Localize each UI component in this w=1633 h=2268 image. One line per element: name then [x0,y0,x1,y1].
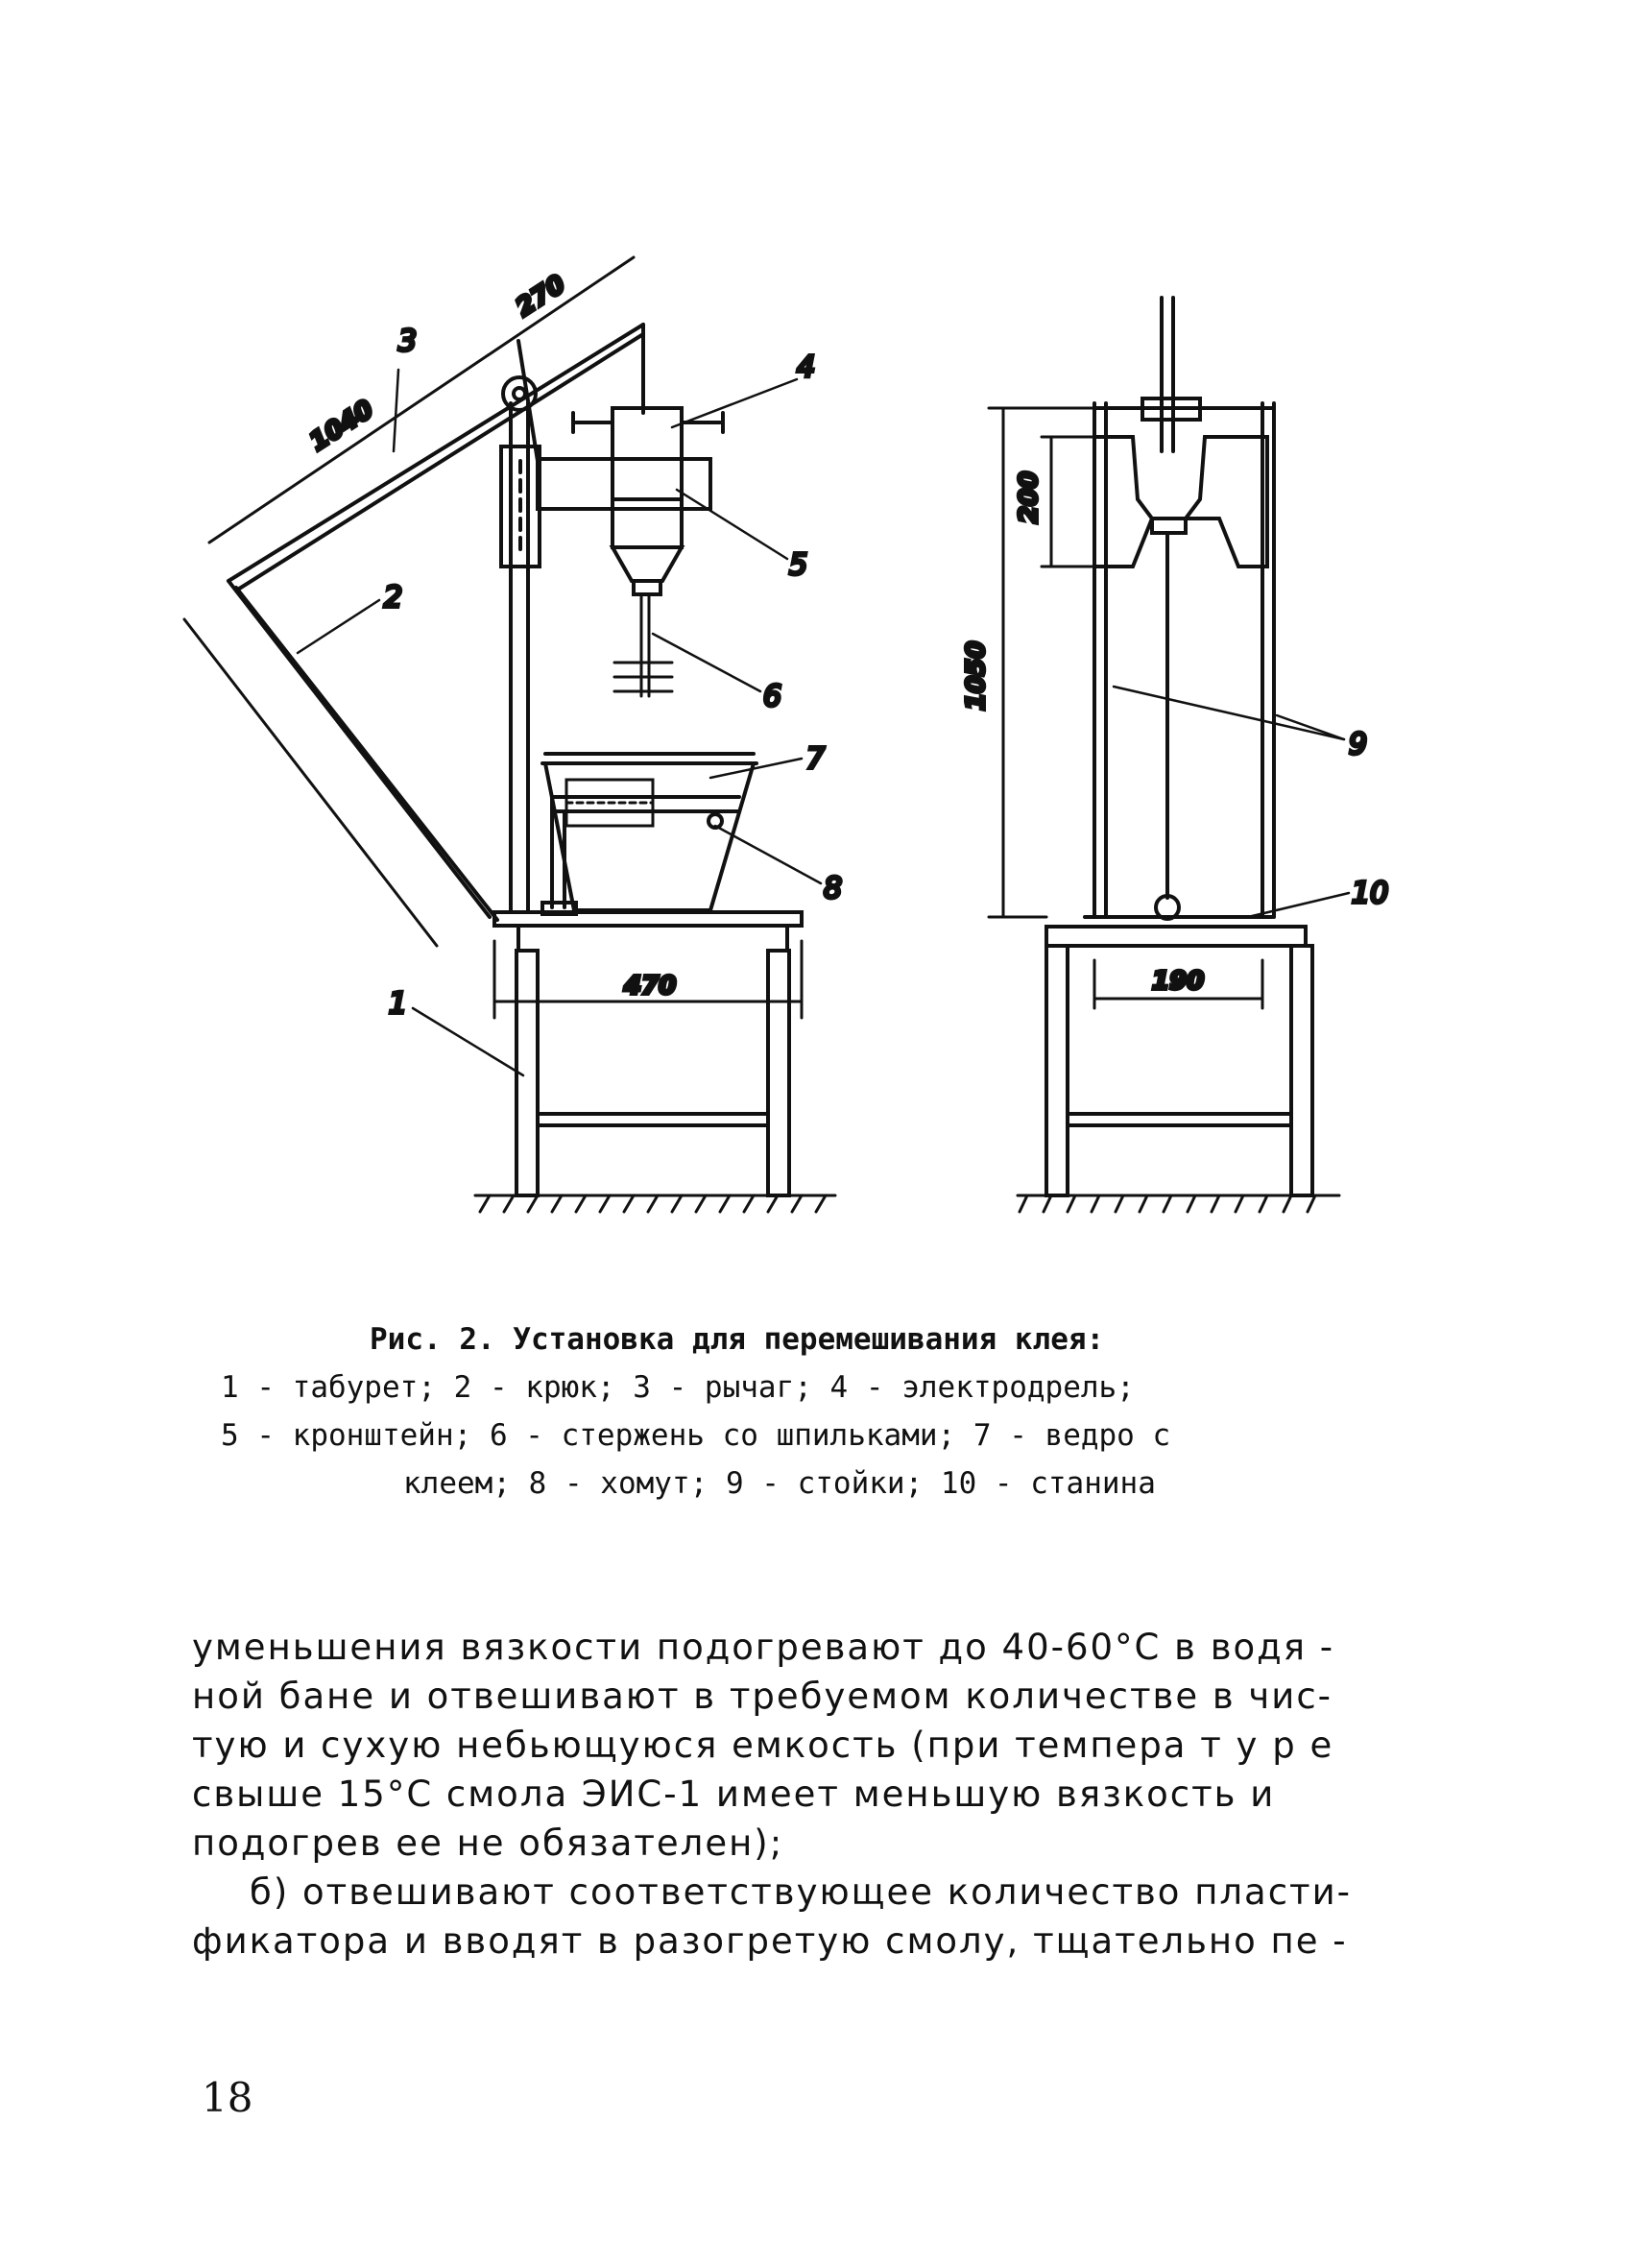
caption-line-3: клеем; 8 - хомут; 9 - стойки; 10 - станина [403,1466,1156,1501]
label-4: 4 [797,350,816,384]
right-view [962,298,1388,1212]
label-1: 1 [389,987,408,1021]
dim-200: 200 [1015,470,1044,523]
label-8: 8 [824,872,843,905]
label-7: 7 [806,742,826,776]
caption-line-2: 5 - кронштейн; 6 - стержень со шпильками; 7 - ведро с [221,1418,1171,1453]
paragraph-2 [192,1868,1440,1917]
paragraph-1 [192,1623,1440,1868]
caption-title: Рис. 2. Установка для перемешивания клея: [370,1322,1105,1357]
text-line: ной бане и отвешивают в требуемом количестве в чис- [192,1676,1333,1717]
dim-1040: 1040 [304,395,379,457]
text-line: тую и сухую небьющуюся емкость (при темпера т у р е [192,1725,1334,1766]
label-5: 5 [789,548,808,582]
bracket [538,459,710,509]
stool-left [494,912,802,1195]
dim-470: 470 [624,972,677,1001]
ground-right [1018,1195,1339,1212]
paragraph-2-cont [192,1917,1440,1966]
stands [1094,298,1274,919]
text-line: б) отвешивают соответствующее количество пласти- [250,1871,1353,1913]
dim-270: 270 [511,270,571,323]
text-line: фикатора и вводят в разогретую смолу, тщательно пе - [192,1920,1348,1962]
label-2: 2 [384,581,403,615]
label-6: 6 [763,680,782,713]
text-line: уменьшения вязкости подогревают до 40-60°С в водя - [192,1627,1335,1668]
leaders-right [1114,687,1349,917]
drill [573,408,723,594]
stool-right [1046,917,1312,1195]
left-view [184,257,842,1212]
leaders-left [298,370,821,1075]
dim-1050: 1050 [962,640,991,711]
ground-left [475,1195,835,1212]
figure-caption [221,1315,1421,1508]
text-line: свыше 15°С смола ЭИС-1 имеет меньшую вязкость и [192,1773,1276,1815]
label-10: 10 [1352,877,1389,910]
label-9: 9 [1349,728,1368,761]
dim-190: 190 [1152,967,1205,996]
page-number: 18 [202,2074,253,2121]
text-line: подогрев ее не обязателен); [192,1822,784,1864]
label-3: 3 [398,325,418,358]
lever-and-hook [228,325,643,920]
body-text [192,1623,1440,1966]
stirring-rod [614,594,672,696]
caption-line-1: 1 - табурет; 2 - крюк; 3 - рычаг; 4 - электродрель; [221,1370,1135,1405]
